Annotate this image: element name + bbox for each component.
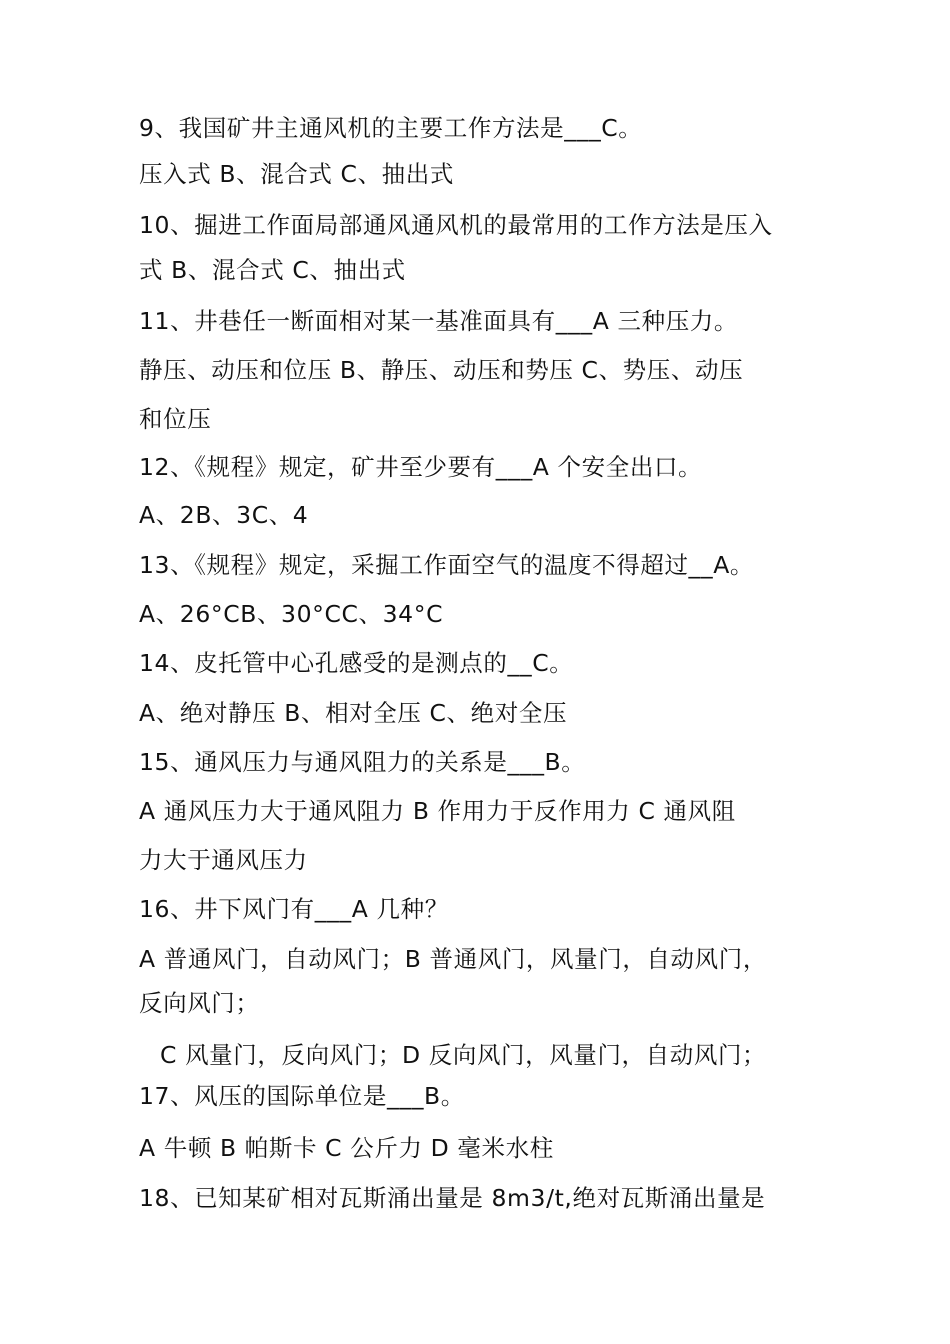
question-16-options-continued: 反向风门；: [139, 989, 260, 1017]
question-17: 17、风压的国际单位是___B。: [139, 1082, 465, 1110]
question-9: 9、我国矿井主通风机的主要工作方法是___C。: [139, 114, 643, 142]
question-14: 14、皮托管中心孔感受的是测点的__C。: [139, 649, 574, 677]
question-12: 12、《规程》规定，矿井至少要有___A 个安全出口。: [139, 453, 703, 481]
question-12-options: A、2B、3C、4: [139, 501, 309, 529]
question-16: 16、井下风门有___A 几种？: [139, 895, 449, 923]
question-15-options-continued: 力大于通风压力: [139, 846, 308, 874]
question-16-option-c-d: C 风量门，反向风门；D 反向风门，风量门，自动风门；: [160, 1041, 767, 1069]
question-10-options: 式 B、混合式 C、抽出式: [139, 256, 406, 284]
question-11-options: 静压、动压和位压 B、静压、动压和势压 C、势压、动压: [139, 356, 744, 384]
question-11-options-continued: 和位压: [139, 405, 212, 433]
question-16-options: A 普通风门，自动风门；B 普通风门，风量门，自动风门，: [139, 945, 767, 973]
question-11: 11、井巷任一断面相对某一基准面具有___A 三种压力。: [139, 307, 738, 335]
question-14-options: A、绝对静压 B、相对全压 C、绝对全压: [139, 699, 568, 727]
question-15-options: A 通风压力大于通风阻力 B 作用力于反作用力 C 通风阻: [139, 797, 736, 825]
question-18: 18、已知某矿相对瓦斯涌出量是 8m3/t,绝对瓦斯涌出量是: [139, 1184, 766, 1212]
question-17-options: A 牛顿 B 帕斯卡 C 公斤力 D 毫米水柱: [139, 1134, 554, 1162]
question-13-options: A、26°CB、30°CC、34°C: [139, 600, 444, 628]
question-13: 13、《规程》规定，采掘工作面空气的温度不得超过__A。: [139, 551, 755, 579]
question-15: 15、通风压力与通风阻力的关系是___B。: [139, 748, 586, 776]
question-9-options: 压入式 B、混合式 C、抽出式: [139, 160, 454, 188]
question-10: 10、掘进工作面局部通风通风机的最常用的工作方法是压入: [139, 211, 773, 239]
